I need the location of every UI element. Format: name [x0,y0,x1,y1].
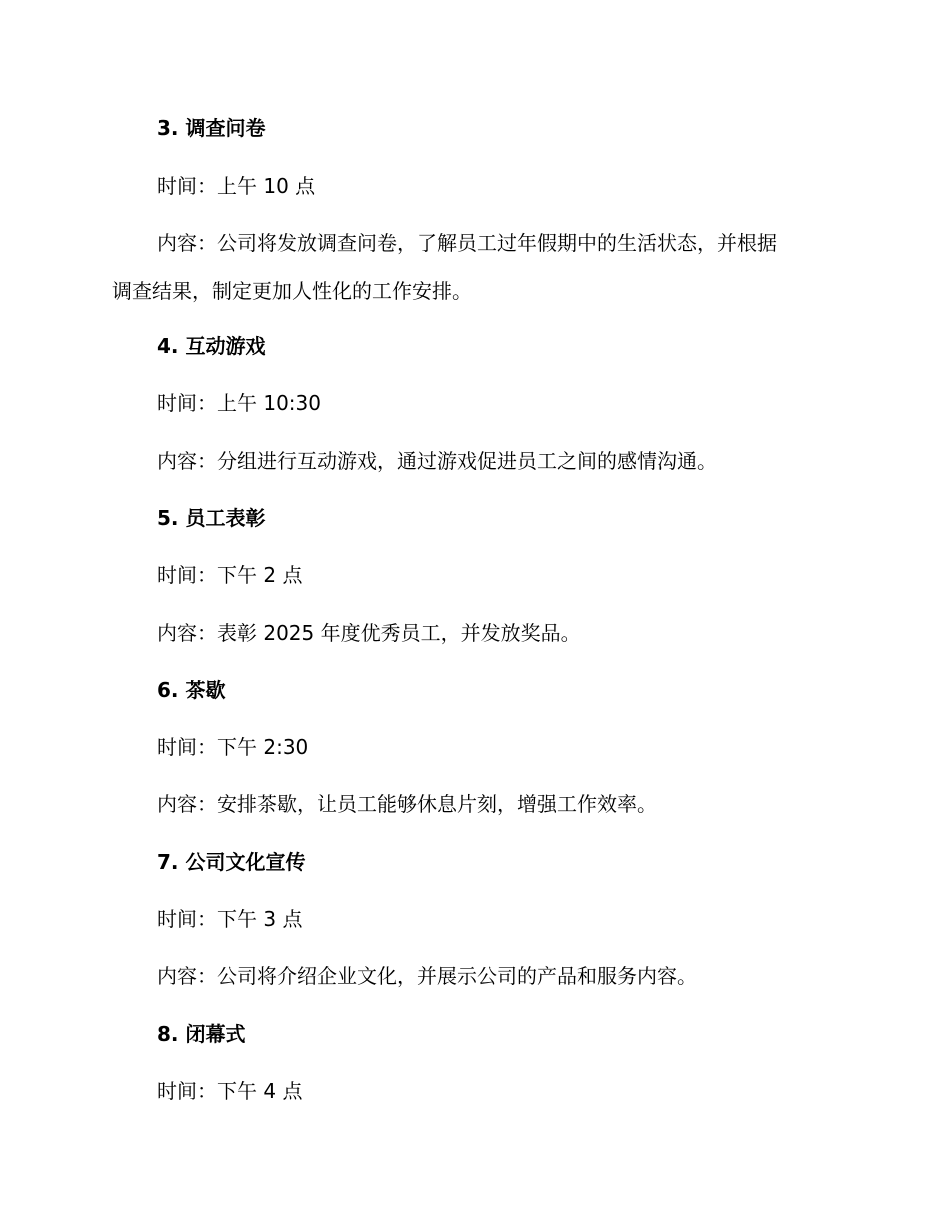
section-heading-games: 4. 互动游戏 [157,334,266,358]
section-heading-culture: 7. 公司文化宣传 [157,850,306,874]
section-content-tea-break: 内容：安排茶歇，让员工能够休息片刻，增强工作效率。 [157,792,657,816]
section-time-awards: 时间：下午 2 点 [157,563,303,587]
section-time-culture: 时间：下午 3 点 [157,907,303,931]
section-content-culture: 内容：公司将介绍企业文化，并展示公司的产品和服务内容。 [157,964,697,988]
section-heading-survey: 3. 调查问卷 [157,116,266,140]
section-content-games: 内容：分组进行互动游戏，通过游戏促进员工之间的感情沟通。 [157,449,717,473]
section-content-survey-line1: 内容：公司将发放调查问卷，了解员工过年假期中的生活状态，并根据 [157,231,777,255]
section-time-survey: 时间：上午 10 点 [157,174,316,198]
section-content-survey-line2: 调查结果，制定更加人性化的工作安排。 [112,279,472,303]
section-heading-closing: 8. 闭幕式 [157,1022,246,1046]
section-time-tea-break: 时间：下午 2:30 [157,735,309,759]
section-content-awards: 内容：表彰 2025 年度优秀员工，并发放奖品。 [157,621,581,645]
section-time-games: 时间：上午 10:30 [157,391,321,415]
section-heading-awards: 5. 员工表彰 [157,506,266,530]
section-heading-tea-break: 6. 茶歇 [157,678,226,702]
section-time-closing: 时间：下午 4 点 [157,1079,303,1103]
